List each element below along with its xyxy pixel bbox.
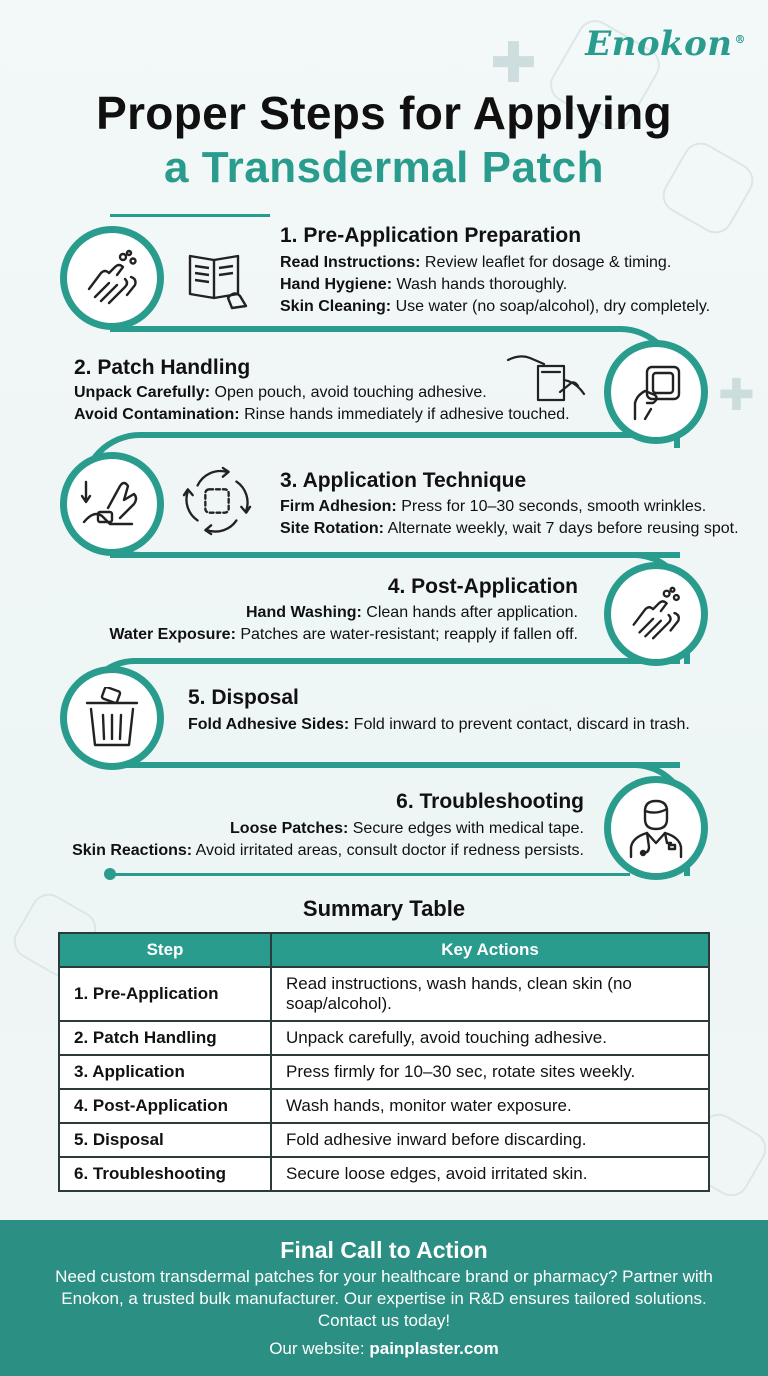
path-connector — [110, 873, 630, 876]
press-patch-icon — [60, 452, 164, 556]
step-details: Read Instructions: Review leaflet for dosage & timing. Hand Hygiene: Wash hands thoroughly. Skin Cleaning: Use water (no soap/alcohol), dry completely. — [280, 254, 711, 315]
table-row — [59, 967, 709, 1021]
page-title — [0, 86, 768, 196]
step-heading: 2. Patch Handling — [74, 356, 251, 379]
table-cell-step: 2. Patch Handling — [59, 1021, 271, 1055]
table-cell-step: 1. Pre-Application — [59, 967, 271, 1021]
cta-body: Need custom transdermal patches for your healthcare brand or pharmacy? Partner with Enokon, a trusted bulk manufacturer. Our expertise in R&D ensures tailored solutions. Contact us today! — [55, 1267, 713, 1330]
doctor-icon — [604, 776, 708, 880]
table-cell-step: 3. Application — [59, 1055, 271, 1089]
trash-bin-icon — [60, 666, 164, 770]
table-cell-action: Secure loose edges, avoid irritated skin. — [271, 1157, 709, 1191]
website-link[interactable]: painplaster.com — [369, 1339, 499, 1358]
title-line-2: a Transdermal Patch — [164, 143, 604, 192]
patch-pouch-icon — [504, 346, 590, 416]
step-details: Fold Adhesive Sides: Fold inward to prevent contact, discard in trash. — [188, 716, 690, 733]
background-cross-icon: ✚ — [490, 31, 537, 94]
table-cell-action: Unpack carefully, avoid touching adhesive. — [271, 1021, 709, 1055]
summary-table — [58, 932, 710, 1192]
summary-table-title: Summary Table — [302, 896, 466, 921]
step-heading: 5. Disposal — [188, 686, 299, 709]
table-cell-action: Fold adhesive inward before discarding. — [271, 1123, 709, 1157]
title-line-1: Proper Steps for Applying — [96, 87, 672, 139]
step-heading: 1. Pre-Application Preparation — [280, 224, 582, 247]
path-connector — [80, 658, 680, 768]
table-cell-action: Wash hands, monitor water exposure. — [271, 1089, 709, 1123]
table-cell-action: Read instructions, wash hands, clean skin (no soap/alcohol). — [271, 967, 709, 1021]
path-end-dot — [104, 868, 116, 880]
hand-washing-icon — [60, 226, 164, 330]
background-cross-icon: ✚ — [718, 371, 755, 420]
table-row — [59, 1157, 709, 1191]
table-cell-step: 5. Disposal — [59, 1123, 271, 1157]
step-details: Firm Adhesion: Press for 10–30 seconds, smooth wrinkles. Site Rotation: Alternate weekly, wait 7 days before reusing spot. — [280, 498, 739, 537]
table-cell-action: Press firmly for 10–30 sec, rotate sites weekly. — [271, 1055, 709, 1089]
step-details: Loose Patches: Secure edges with medical tape. Skin Reactions: Avoid irritated areas, consult doctor if redness persists. — [72, 820, 584, 859]
table-cell-step: 4. Post-Application — [59, 1089, 271, 1123]
table-row — [59, 1021, 709, 1055]
site-rotation-icon — [182, 466, 252, 536]
brand-logo: Enokon ® — [585, 24, 746, 64]
hand-holding-patch-icon — [604, 340, 708, 444]
instruction-book-icon — [182, 244, 252, 314]
table-row — [59, 1055, 709, 1089]
step-details: Hand Washing: Clean hands after application. Water Exposure: Patches are water-resistant; reapply if fallen off. — [109, 604, 578, 643]
column-header-key-actions: Key Actions — [271, 933, 709, 967]
step-details: Unpack Carefully: Open pouch, avoid touching adhesive. Avoid Contamination: Rinse hands immediately if adhesive touched. — [74, 384, 570, 423]
website-line: Our website: painplaster.com — [269, 1339, 499, 1358]
column-header-step: Step — [59, 933, 271, 967]
hand-washing-icon — [604, 562, 708, 666]
call-to-action-banner — [0, 1220, 768, 1376]
table-row — [59, 1089, 709, 1123]
step-heading: 3. Application Technique — [280, 469, 527, 492]
path-connector — [110, 214, 270, 217]
cta-heading: Final Call to Action — [280, 1237, 488, 1263]
step-heading: 6. Troubleshooting — [396, 790, 584, 813]
step-heading: 4. Post-Application — [387, 575, 578, 598]
table-cell-step: 6. Troubleshooting — [59, 1157, 271, 1191]
table-row — [59, 1123, 709, 1157]
